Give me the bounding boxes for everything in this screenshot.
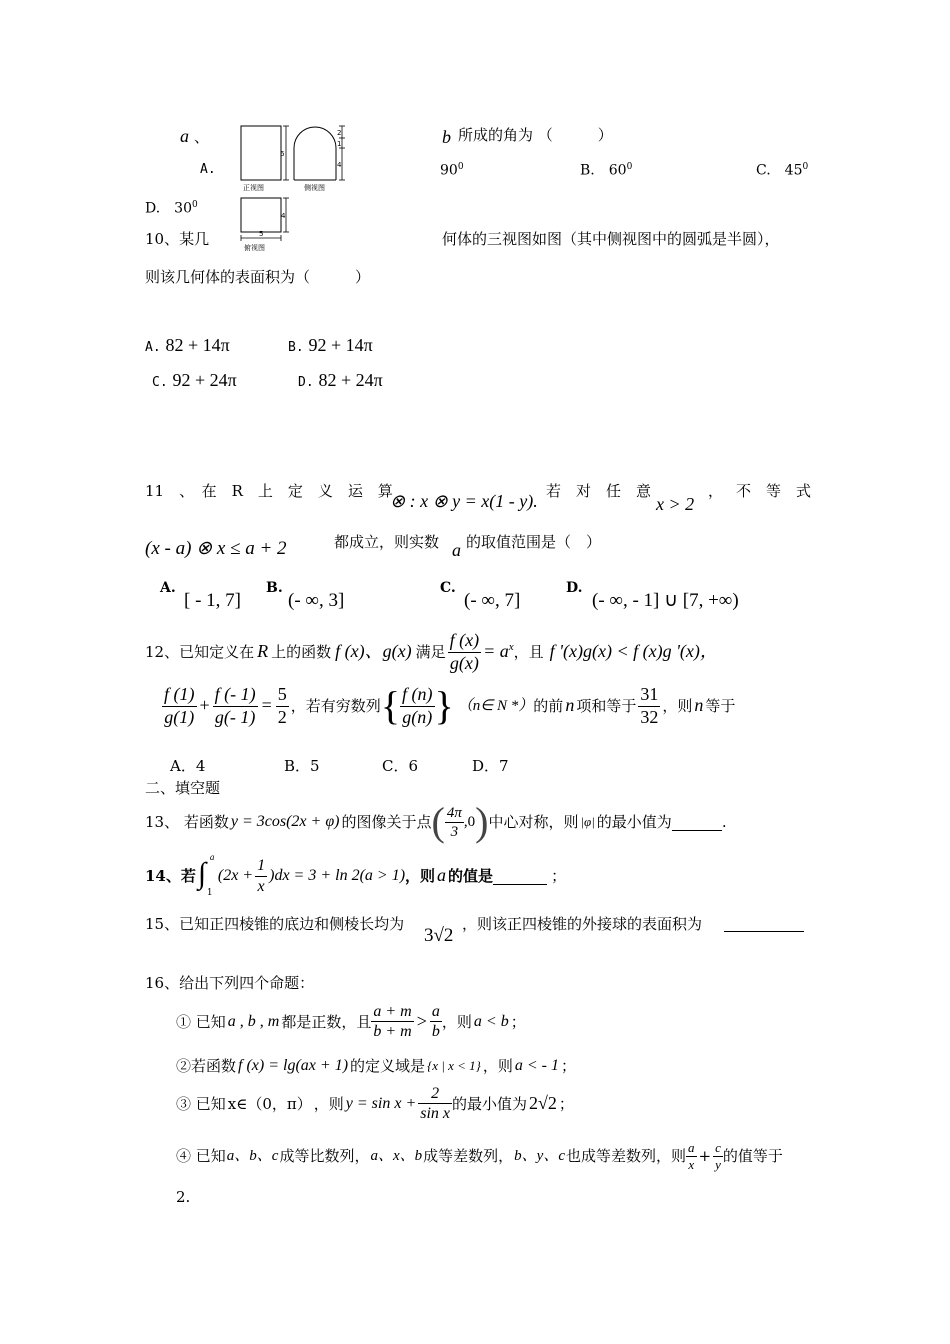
q16-p3-c: 的最小值为 — [452, 1094, 528, 1113]
q12-functions: f (x)、g(x) — [335, 641, 412, 662]
q14-var-a: a — [437, 865, 447, 886]
q12-frac-f1-g1: $\frac{f (1)}{g(1)}$ — [164, 684, 195, 727]
q16-p1-c: ，则 — [441, 1012, 472, 1031]
q12-text2: 满足 — [415, 643, 446, 662]
q9-option-a-letter: A. — [200, 162, 216, 177]
q16-p3-a: ③ 已知 — [176, 1094, 226, 1113]
q13-end: . — [721, 813, 727, 831]
q16-p4-axb: a、x、b — [370, 1148, 423, 1165]
q12-line1 — [145, 630, 718, 674]
q16-head: 16、给出下列四个命题： — [145, 974, 315, 992]
q16-p3-function: y = sin x + — [345, 1095, 417, 1113]
q12-derivative-ineq: f '(x)g(x) < f (x)g '(x)， — [549, 641, 718, 662]
q9-option-b: B. $60^0$ — [580, 162, 633, 179]
q9-tail-text: 所成的角为 （ ） — [458, 126, 613, 144]
front-view-rect — [241, 126, 281, 180]
q16-p1-a: ① 已知 — [176, 1012, 226, 1031]
q12-line2 — [162, 684, 735, 728]
q10-option-a: A. 82 + 14π — [145, 335, 230, 355]
q16-p1-frac1: $\frac{a + m}{b + m}$ — [373, 1003, 412, 1041]
q16-p4-b: 成等比数列， — [279, 1147, 370, 1166]
q12-frac-5-2: $\frac{5}{2}$ — [277, 684, 287, 727]
q13-function: y = 3cos(2x + φ) — [230, 813, 340, 831]
q13-paren-left: ( — [431, 799, 445, 844]
q12-frac-31-32: $\frac{31}{32}$ — [640, 684, 659, 727]
dim-4-side: 4 — [337, 161, 342, 169]
q12-frac-fn-gn: $\frac{f (n)}{g(n)}$ — [402, 684, 433, 727]
q12-text6: 项和等于 — [576, 697, 637, 716]
q9-option-c: C. $45^0$ — [756, 162, 809, 179]
q11-option-a-value: [ - 1, 7] — [184, 590, 241, 611]
q16-p1-conclusion: a < b — [473, 1013, 509, 1031]
q13-point-tail: ,0 — [463, 814, 476, 830]
q13-text2: 中心对称，则 — [488, 813, 579, 831]
side-view-arch — [294, 127, 336, 180]
q16-p1-end: ； — [510, 1012, 526, 1031]
top-view-label: 俯视图 — [244, 244, 265, 252]
q11-var-a: a — [452, 540, 461, 560]
q16-p4-c: 成等差数列， — [423, 1147, 514, 1166]
dim-1: 1 — [337, 140, 342, 148]
q14-integrand-a: (2x + — [217, 867, 254, 885]
q12-text8: 等于 — [705, 697, 736, 716]
q12-brace-right: } — [434, 683, 454, 729]
q12-option-b: B．5 — [284, 757, 320, 775]
q11-operation-def: ⊗ : x ⊗ y = x(1 - y). — [390, 491, 538, 511]
q12-brace-left: { — [380, 683, 401, 729]
q12-n1: n — [565, 695, 575, 716]
q13-paren-right: ) — [475, 799, 489, 844]
q14-text2: 的值是 — [448, 867, 494, 885]
q12-eq-ax: = $a^x$ — [483, 641, 514, 662]
section-fill-blank-heading: 二、填空题 — [145, 779, 221, 797]
q12-text3: ，且 — [513, 643, 544, 662]
q16-prop4 — [176, 1140, 783, 1172]
q16-p3-fraction: $\frac{2}{\text{sin x}}$ — [420, 1085, 451, 1123]
q16-p1-frac2: $\frac{a}{b}$ — [431, 1003, 440, 1041]
q9-option-a-value: $90^0$ — [440, 162, 464, 179]
q9-separator: 、 — [194, 128, 210, 146]
q12-option-a: A．4 — [170, 757, 206, 775]
q13-text1: 的图像关于点 — [341, 813, 432, 831]
q11-line2-tail: 的取值范围是（ ） — [466, 533, 602, 551]
q14-line — [145, 852, 567, 898]
q11-line2: 都成立，则实数 — [334, 533, 440, 551]
q16-p2-conclusion: a < - 1 — [514, 1057, 559, 1074]
q12-n-in-N: （n∈ N *） — [457, 698, 534, 715]
q13-head: 13、 若函数 — [145, 813, 229, 831]
q10-option-c: C. 92 + 24π — [152, 370, 237, 390]
q15-tail: ，则该正四棱锥的外接球的表面积为 — [462, 915, 703, 933]
three-view-figure — [236, 122, 356, 256]
q14-int-upper: a — [209, 852, 215, 862]
q14-integral — [196, 852, 218, 898]
q14-end: ； — [551, 867, 567, 885]
q11-condition: x > 2 — [656, 494, 695, 514]
q16-p3-b: ，则 — [313, 1094, 344, 1113]
q16-p3-value: 2√2 — [529, 1092, 557, 1113]
q11-comma: ， — [708, 482, 724, 500]
q16-prop2 — [176, 1056, 576, 1075]
q14-integral-sign: ∫ — [197, 857, 207, 890]
q12-n2: n — [694, 695, 704, 716]
q9-a-label: a — [180, 126, 189, 146]
q16-p4-byc: b、y、c — [514, 1148, 565, 1165]
q15-value: 3√2 — [424, 925, 454, 946]
q12-plus: + — [199, 695, 210, 716]
q16-p2-function: f (x) = lg(ax + 1) — [238, 1057, 349, 1074]
q16-p1-vars: a , b , m — [227, 1013, 280, 1031]
q13-answer-blank — [672, 814, 722, 831]
q16-p4-abc: a、b、c — [226, 1148, 279, 1165]
q14-head: 14、若 — [145, 867, 196, 885]
q16-p2-a: ②若函数 — [176, 1056, 237, 1075]
q11-option-c-letter: C. — [440, 580, 456, 596]
q12-head: 12、已知定义在 — [145, 643, 255, 662]
q11-tail: 不 等 式 — [736, 482, 812, 500]
q14-text1: ，则 — [405, 867, 436, 885]
q14-int-lower: 1 — [206, 888, 213, 898]
q14-fraction-1-x: $\frac{1}{x}$ — [257, 857, 266, 895]
q13-line — [145, 799, 727, 844]
q13-point-fraction: $\frac{4\pi}{3}$ — [446, 804, 462, 840]
q16-p1-b: 都是正数，且 — [281, 1012, 372, 1031]
q11-inequality: (x - a) ⊗ x ≤ a + 2 — [145, 538, 287, 559]
q9-b-label: b — [442, 127, 451, 147]
q9-option-d: D. $30^0$ — [145, 200, 198, 217]
q11-option-c-value: (- ∞, 7] — [464, 590, 521, 611]
top-view-rect — [241, 198, 281, 232]
q16-p2-end: ； — [560, 1056, 576, 1075]
dim-4-top: 4 — [281, 212, 286, 220]
q16-p4-frac-c-y: $\frac{c}{y}$ — [715, 1140, 721, 1172]
q12-text7: ，则 — [662, 697, 693, 716]
q10-option-b: B. 92 + 14π — [288, 335, 373, 355]
q12-text1: 上的函数 — [271, 643, 332, 662]
q16-p4-d: 也成等差数列，则 — [565, 1147, 686, 1166]
q10-text-right: 何体的三视图如图（其中侧视图中的圆弧是半圆）， — [442, 230, 780, 248]
q11-option-a-letter: A. — [160, 580, 176, 596]
q16-p4-plus: + — [698, 1147, 712, 1166]
q14-answer-blank — [493, 868, 547, 885]
q16-prop3 — [176, 1084, 574, 1123]
q12-ratio-fraction: $\frac{f (x)}{g(x)}$ — [449, 630, 480, 673]
q11-option-b-value: (- ∞, 3] — [288, 590, 345, 611]
q16-p2-set: {x | x < 1} — [427, 1057, 481, 1073]
q12-option-d: D．7 — [472, 757, 509, 775]
q13-text3: 的最小值为 — [596, 813, 672, 831]
q13-abs-phi: |φ| — [580, 814, 595, 830]
q12-text5: 的前 — [533, 697, 564, 716]
dim-2: 2 — [337, 129, 342, 137]
q10-option-d: D. 82 + 24π — [298, 370, 383, 390]
q12-R: R — [257, 641, 269, 662]
q10-line2: 则该几何体的表面积为（ ） — [145, 268, 371, 286]
q11-option-d-letter: D. — [566, 580, 583, 596]
dim-6: 6 — [280, 150, 285, 158]
q11-option-b-letter: B. — [266, 580, 283, 596]
q16-p2-b: 的定义域是 — [350, 1056, 426, 1075]
q11-head: 11 、 在 R 上 定 义 运 算 — [145, 482, 393, 500]
q10-prefix: 10、某几 — [145, 230, 210, 248]
dim-5: 5 — [259, 230, 264, 238]
q16-prop1 — [176, 1002, 526, 1041]
q16-p3-domain: x∈（0，π） — [227, 1094, 312, 1113]
q12-equals: = — [261, 695, 272, 716]
q12-text4: ，若有穷数列 — [290, 697, 381, 716]
q12-frac-fm1-gm1: $\frac{f (- 1)}{g(- 1)}$ — [214, 684, 256, 727]
q11-option-d-value: (- ∞, - 1] ∪ [7, +∞) — [592, 590, 739, 611]
q15-answer-blank — [724, 915, 804, 932]
front-view-label: 正视图 — [243, 184, 264, 192]
q16-p4-a: ④ 已知 — [176, 1147, 226, 1166]
q14-integrand-b: )dx = 3 + ln 2(a > 1) — [269, 867, 406, 885]
q16-p4-tail: 2. — [176, 1188, 191, 1206]
q16-p3-end: ； — [558, 1094, 574, 1113]
q16-p1-gt: > — [416, 1010, 427, 1031]
side-view-label: 侧视图 — [304, 184, 325, 192]
q11-mid: 若 对 任 意 — [546, 482, 652, 500]
q15-text: 15、已知正四棱锥的底边和侧棱长均为 — [145, 915, 405, 933]
q16-p4-frac-a-x: $\frac{a}{x}$ — [688, 1140, 695, 1172]
q12-option-c: C．6 — [382, 757, 419, 775]
q16-p4-e: 的值等于 — [722, 1147, 783, 1166]
q16-p2-c: ，则 — [482, 1056, 513, 1075]
